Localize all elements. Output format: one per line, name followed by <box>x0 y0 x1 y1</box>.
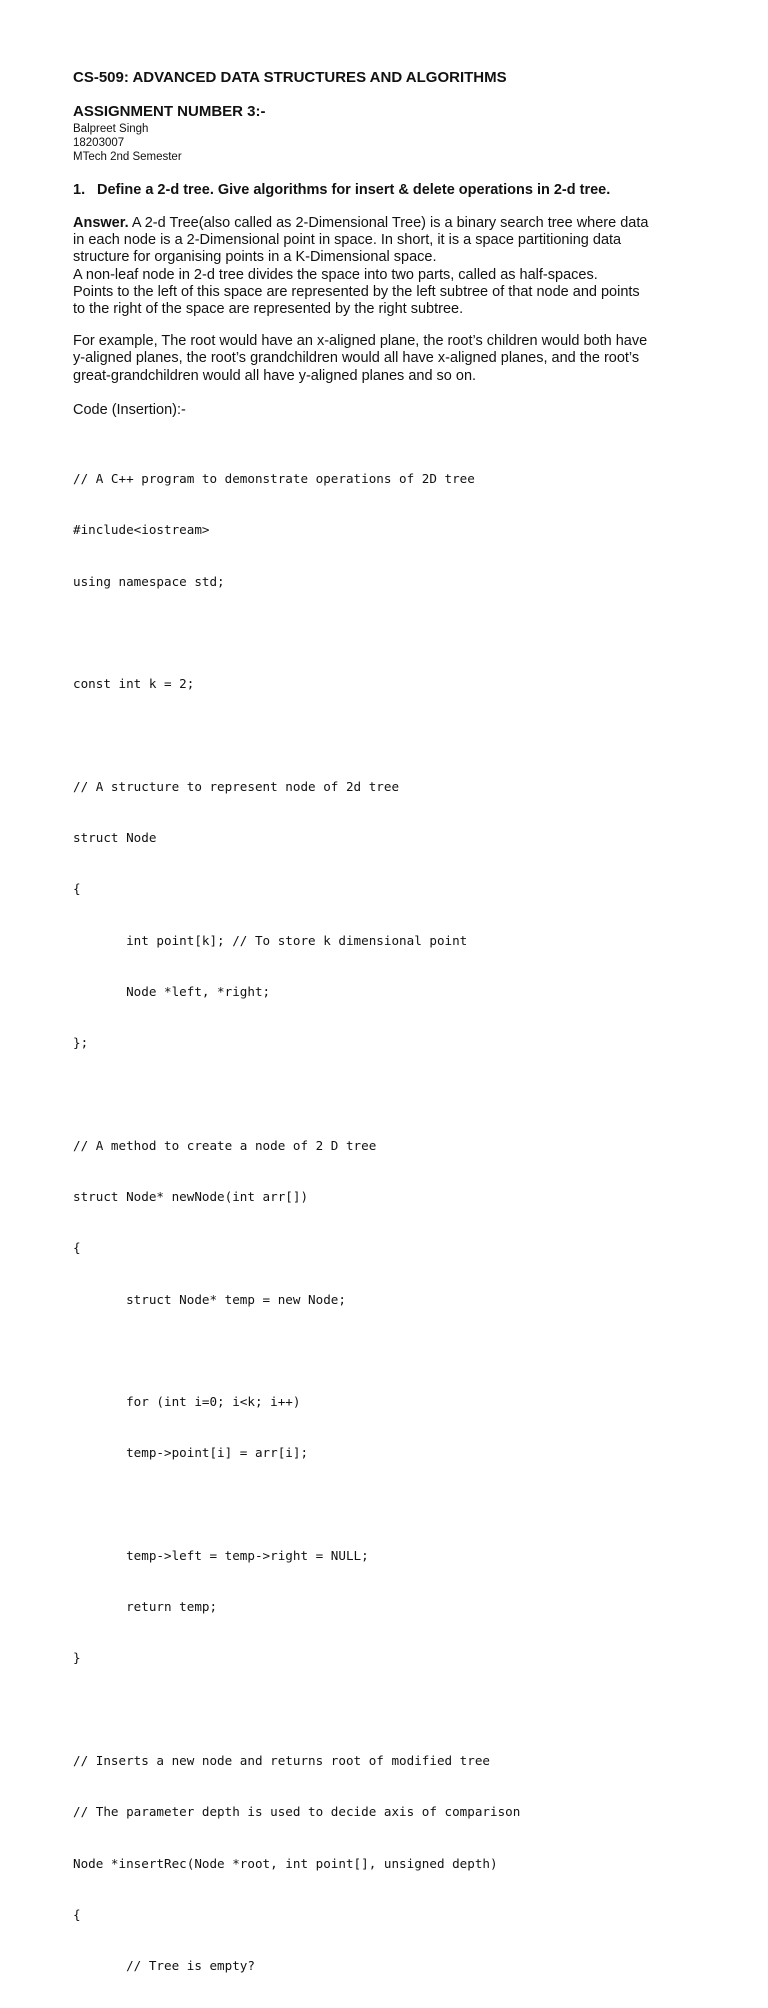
document-page <box>73 68 713 2008</box>
code-line: // Tree is empty? <box>73 1958 255 1974</box>
code-line: return temp; <box>73 1599 218 1615</box>
answer-label: Answer. <box>73 215 129 231</box>
answer-line: A non-leaf node in 2-d tree divides the space into two parts, called as half-spaces. <box>73 266 598 283</box>
answer-line: y-aligned planes, the root’s grandchildren would all have x-aligned planes, and the root’s <box>73 350 640 367</box>
answer-line: For example, The root would have an x-aligned plane, the root’s children would both have <box>73 333 648 350</box>
code-line: Node *insertRec(Node *root, int point[], unsigned depth) <box>73 1855 498 1871</box>
code-line: // The parameter depth is used to decide axis of comparison <box>73 1804 521 1820</box>
answer-paragraph-2 <box>73 333 713 385</box>
code-line <box>73 1085 713 1102</box>
code-line: // A C++ program to demonstrate operations of 2D tree <box>73 471 475 487</box>
code-line: // A method to create a node of 2 D tree <box>73 1137 377 1153</box>
question-number: 1. <box>73 182 86 198</box>
code-line: { <box>73 881 81 897</box>
code-line: int point[k]; // To store k dimensional point <box>73 932 468 948</box>
code-line: { <box>73 1906 81 1922</box>
answer-paragraph-1 <box>73 215 713 318</box>
code-line <box>73 726 713 743</box>
code-line <box>73 624 713 641</box>
code-line: #include<iostream> <box>73 522 210 538</box>
answer-line: in each node is a 2-Dimensional point in space. In short, it is a space partitioning data <box>73 232 622 249</box>
program-semester: MTech 2nd Semester <box>73 151 182 163</box>
answer-line: Points to the left of this space are represented by the left subtree of that node and points <box>73 283 640 300</box>
question-text: Define a 2-d tree. Give algorithms for insert & delete operations in 2-d tree. <box>97 182 611 198</box>
answer-line: to the right of the space are represented by the right subtree. <box>73 301 464 318</box>
code-line: Node *left, *right; <box>73 983 271 999</box>
code-line: // Inserts a new node and returns root of modified tree <box>73 1753 491 1769</box>
code-block <box>73 436 713 2008</box>
code-line: { <box>73 1240 81 1256</box>
code-label: Code (Insertion):- <box>73 401 186 418</box>
question-heading <box>73 180 713 200</box>
assignment-heading: ASSIGNMENT NUMBER 3:- <box>73 103 266 120</box>
answer-line <box>73 215 713 232</box>
answer-line: great-grandchildren would all have y-aligned planes and so on. <box>73 367 477 384</box>
roll-number: 18203007 <box>73 137 125 149</box>
code-line: temp->point[i] = arr[i]; <box>73 1445 309 1461</box>
code-line <box>73 1496 713 1513</box>
code-line: const int k = 2; <box>73 676 195 692</box>
code-line: // A structure to represent node of 2d tree <box>73 778 400 794</box>
answer-line-text: A 2-d Tree(also called as 2-Dimensional Tree) is a binary search tree where data <box>128 215 649 231</box>
code-line <box>73 1342 713 1359</box>
course-title: CS-509: ADVANCED DATA STRUCTURES AND ALGORITHMS <box>73 69 507 86</box>
code-line: temp->left = temp->right = NULL; <box>73 1547 369 1563</box>
code-line: struct Node <box>73 829 157 845</box>
code-line <box>73 1701 713 1718</box>
code-line: } <box>73 1650 81 1666</box>
code-line: }; <box>73 1035 89 1051</box>
code-line: struct Node* newNode(int arr[]) <box>73 1188 309 1204</box>
code-line: using namespace std; <box>73 573 225 589</box>
author-name: Balpreet Singh <box>73 123 149 135</box>
code-line: struct Node* temp = new Node; <box>73 1291 346 1307</box>
answer-line: structure for organising points in a K-Dimensional space. <box>73 249 437 266</box>
code-line: for (int i=0; i<k; i++) <box>73 1394 301 1410</box>
